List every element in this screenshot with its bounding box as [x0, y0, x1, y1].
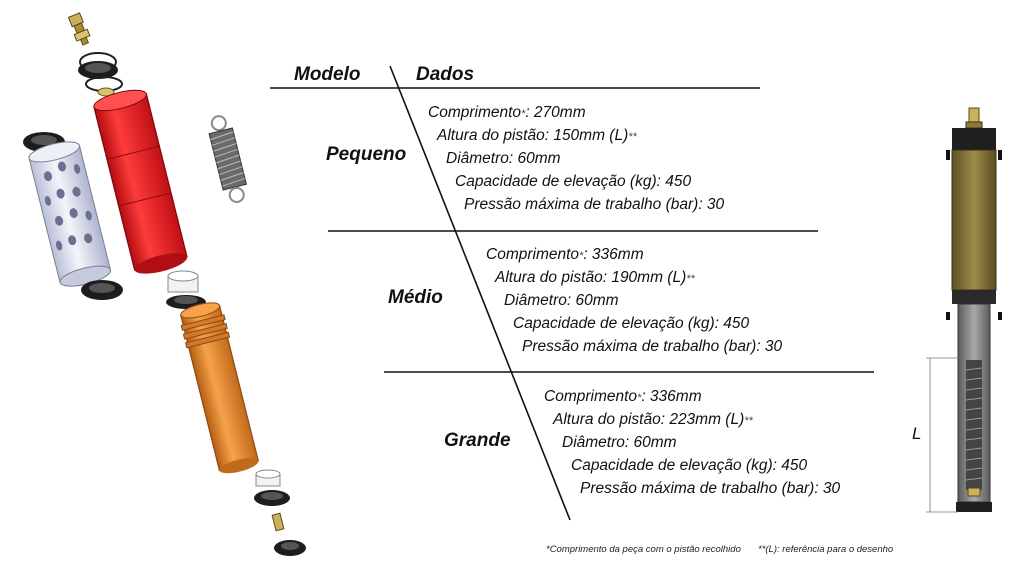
grease-fitting	[68, 13, 93, 47]
spec-piston-height: Altura do pistão: 150mm (L)**	[437, 127, 637, 144]
cross-section-drawing	[926, 108, 1002, 512]
spec-piston-height: Altura do pistão: 190mm (L)**	[495, 269, 695, 286]
perforated-sleeve	[27, 138, 112, 290]
model-name-medio: Médio	[388, 287, 443, 308]
model-name-pequeno: Pequeno	[326, 144, 407, 165]
footnote-reference: **(L): referência para o desenho	[758, 544, 894, 555]
spec-diameter: Diâmetro: 60mm	[562, 434, 677, 451]
spec-lift-capacity: Capacidade de elevação (kg): 450	[455, 173, 692, 190]
spec-max-pressure: Pressão máxima de trabalho (bar): 30	[522, 338, 783, 355]
spec-max-pressure: Pressão máxima de trabalho (bar): 30	[580, 480, 841, 497]
red-cylinder	[92, 86, 189, 278]
spec-lift-capacity: Capacidade de elevação (kg): 450	[513, 315, 750, 332]
spec-lift-capacity: Capacidade de elevação (kg): 450	[571, 457, 808, 474]
spec-diameter: Diâmetro: 60mm	[504, 292, 619, 309]
spec-length: Comprimento*: 336mm	[486, 246, 644, 263]
spec-max-pressure: Pressão máxima de trabalho (bar): 30	[464, 196, 725, 213]
footnote-length: *Comprimento da peça com o pistão recolhido	[546, 544, 741, 555]
top-seal	[78, 53, 122, 91]
spring	[205, 113, 250, 204]
bottom-seals	[254, 470, 306, 556]
spec-diameter: Diâmetro: 60mm	[446, 150, 561, 167]
spec-length: Comprimento*: 270mm	[428, 104, 586, 121]
spec-piston-height: Altura do pistão: 223mm (L)**	[553, 411, 753, 428]
spec-length: Comprimento*: 336mm	[544, 388, 702, 405]
orange-piston	[177, 299, 261, 477]
header-model: Modelo	[294, 64, 361, 85]
header-data: Dados	[416, 64, 475, 85]
dimension-label-l: L	[912, 424, 922, 443]
bushing	[166, 271, 206, 309]
model-name-grande: Grande	[444, 430, 511, 451]
